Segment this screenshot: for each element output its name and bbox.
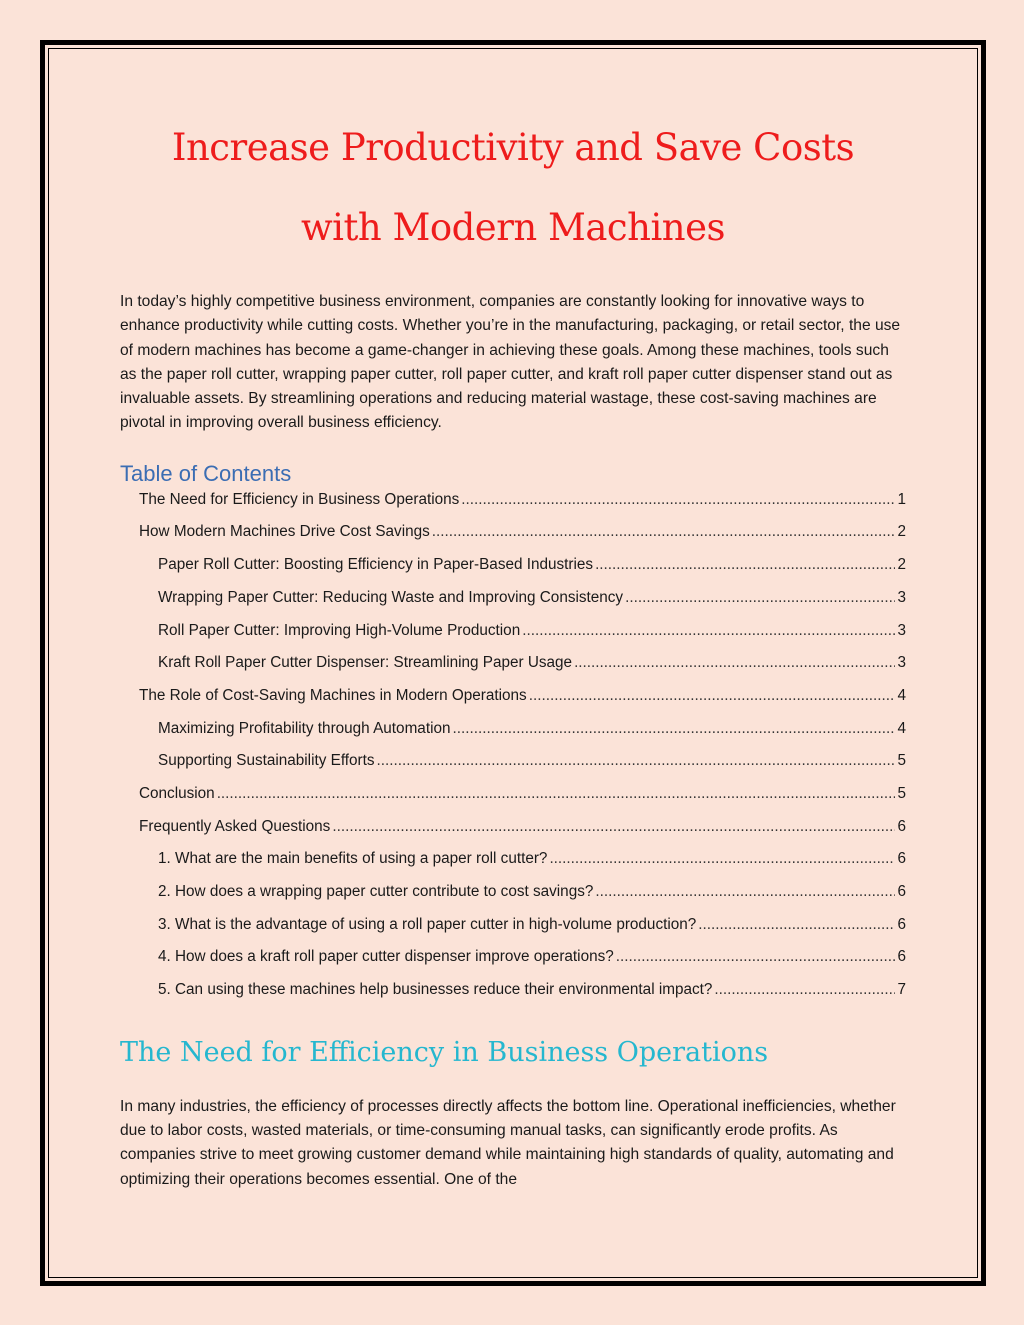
toc-leader-dots [217,784,896,804]
toc-entry-page: 6 [897,883,906,901]
toc-entry-label: How Modern Machines Drive Cost Savings [139,523,430,541]
toc-entry-page: 4 [897,686,906,704]
toc-leader-dots [461,490,895,510]
toc-entry-label: Supporting Sustainability Efforts [158,752,375,770]
toc-entry[interactable] [120,947,906,980]
toc-entry-page: 3 [897,621,906,639]
title-line-1: Increase Productivity and Save Costs [171,126,855,169]
toc-leader-dots [616,947,896,967]
toc-entry[interactable] [120,882,906,915]
toc-leader-dots [595,555,895,575]
toc-leader-dots [377,751,896,771]
toc-leader-dots [714,980,895,1000]
toc-entry[interactable] [120,849,906,882]
toc-leader-dots [432,522,896,542]
toc-leader-dots [595,882,895,902]
toc-leader-dots [698,915,895,935]
toc-entry-label: Conclusion [139,784,215,802]
toc-entry[interactable] [120,522,906,555]
toc-leader-dots [625,588,895,608]
toc-entry[interactable] [120,490,906,523]
toc-entry-label: 4. How does a kraft roll paper cutter dispenser improve operations? [158,948,614,966]
toc-entry-label: Wrapping Paper Cutter: Reducing Waste and Improving Consistency [158,588,624,606]
toc-entry-label: 1. What are the main benefits of using a paper roll cutter? [158,850,548,868]
toc-entry-page: 2 [897,556,906,574]
toc-entry-page: 6 [897,817,906,835]
toc-entry[interactable] [120,621,906,654]
toc-entry-page: 4 [897,719,906,737]
toc-entry[interactable] [120,817,906,850]
toc-entry[interactable] [120,915,906,948]
toc-entry-label: The Need for Efficiency in Business Operations [139,490,460,508]
toc-entry-page: 6 [897,850,906,868]
toc-entry[interactable] [120,555,906,588]
toc-entry-page: 1 [897,490,906,508]
toc-entry-page: 6 [897,915,906,933]
toc-entry-label: Frequently Asked Questions [139,817,331,835]
toc-heading: Table of Contents [120,460,292,486]
toc-leader-dots [332,817,895,837]
toc-entry-page: 3 [897,654,906,672]
toc-leader-dots [574,653,895,673]
toc-entry[interactable] [120,980,906,1013]
toc-entry[interactable] [120,588,906,621]
toc-entry[interactable] [120,653,906,686]
toc-entry-label: Kraft Roll Paper Cutter Dispenser: Streamlining Paper Usage [158,654,573,672]
toc-entry-label: Paper Roll Cutter: Boosting Efficiency in Paper-Based Industries [158,556,594,574]
toc-entry-label: 3. What is the advantage of using a roll paper cutter in high-volume production? [158,915,697,933]
page-content [120,108,906,1192]
toc-leader-dots [452,719,895,739]
toc-entry-page: 5 [897,752,906,770]
toc-entry-label: Roll Paper Cutter: Improving High-Volume Production [158,621,521,639]
toc-entry[interactable] [120,784,906,817]
toc-entry[interactable] [120,751,906,784]
table-of-contents [120,490,906,1013]
toc-entry-label: Maximizing Profitability through Automation [158,719,451,737]
document-title [120,108,906,268]
toc-entry-label: 2. How does a wrapping paper cutter contribute to cost savings? [158,883,594,901]
toc-entry-page: 6 [897,948,906,966]
toc-entry-page: 7 [897,981,906,999]
title-line-2: with Modern Machines [300,206,726,249]
toc-entry-page: 5 [897,784,906,802]
toc-entry[interactable] [120,719,906,752]
toc-entry-page: 2 [897,523,906,541]
section-paragraph: In many industries, the efficiency of processes directly affects the bottom line. Operational inefficiencies, whether due to labor costs, wasted materials, or time-consuming manual tasks, can significantly erode profits. As companies strive to meet growing customer demand while maintaining high standards of quality, automating and optimizing their operations becomes essential. One of the [120,1097,896,1188]
toc-leader-dots [529,686,896,706]
section-heading: The Need for Efficiency in Business Operations [120,1036,769,1068]
toc-entry-label: The Role of Cost-Saving Machines in Modern Operations [139,686,527,704]
intro-paragraph: In today’s highly competitive business environment, companies are constantly looking for innovative ways to enhance productivity while cutting costs. Whether you’re in the manufacturing, packaging, or retail sector, the use of modern machines has become a game-changer in achieving these goals. Among these machines, tools such as the paper roll cutter, wrapping paper cutter, roll paper cutter, and kraft roll paper cutter dispenser stand out as invaluable assets. By streamlining operations and reducing material wastage, these cost-saving machines are pivotal in improving overall business efficiency. [120,293,901,432]
toc-entry-page: 3 [897,588,906,606]
toc-entry[interactable] [120,686,906,719]
toc-entry-label: 5. Can using these machines help businesses reduce their environmental impact? [158,981,713,999]
toc-leader-dots [522,621,895,641]
toc-leader-dots [549,849,895,869]
